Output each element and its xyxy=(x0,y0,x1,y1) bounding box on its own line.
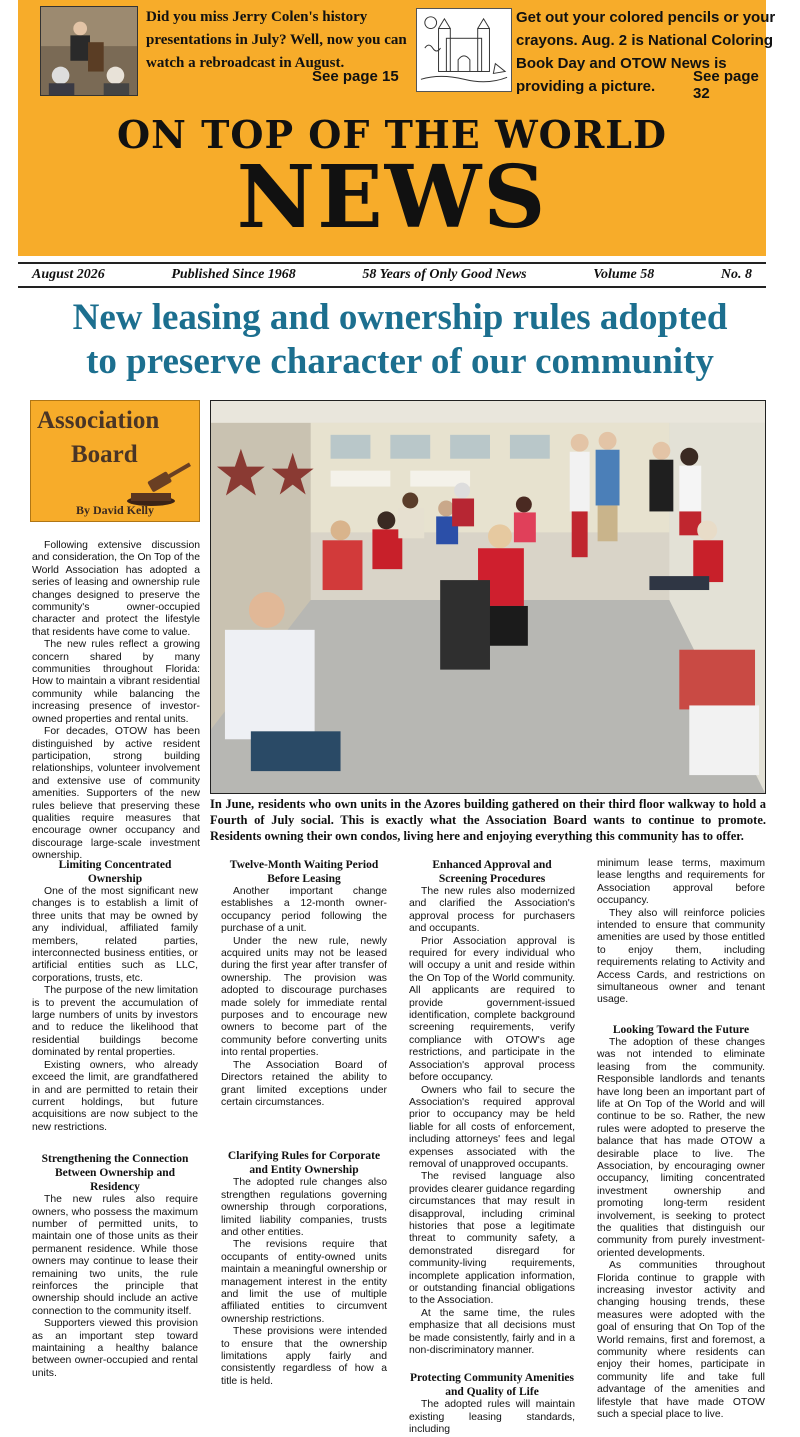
coloring-picture-thumbnail[interactable] xyxy=(416,8,512,92)
paragraph: The Association Board of Directors retained the ability to grant limited exceptions under certain circumstances. xyxy=(221,1059,387,1108)
paragraph: As communities throughout Florida continue to grapple with increasing investor activity and changing housing trends, these measures were adopted with the goal of ensuring that On Top of the World remains, first and foremost, a community where residents can enjoy their homes, participate in community life and take full advantage of the amenities and lifestyle that have made OTOW such a special place to live. xyxy=(597,1260,765,1421)
lead-headline xyxy=(10,296,790,384)
promo-left-text: Did you miss Jerry Colen's history presentations in July? Well, now you can watch a rebroadcast in August. xyxy=(146,9,407,71)
subhead: Clarifying Rules for Corporate and Entity Ownership xyxy=(227,1150,381,1177)
volume: Volume 58 xyxy=(593,267,655,282)
column-logo-word1: Association xyxy=(37,407,160,434)
article-column-2 xyxy=(221,858,387,1388)
subhead: Twelve-Month Waiting Period Before Leasing xyxy=(229,859,379,885)
promo-right-text: Get out your colored pencils or your crayons. Aug. 2 is National Coloring Book Day and OTOW News is providing a picture. xyxy=(516,9,776,95)
paragraph: Existing owners, who already exceed the limit, are grandfathered in and are permitted to retain their current holdings, but future acquisitions are now subject to the new restrictions. xyxy=(32,1059,198,1133)
paragraph: These provisions were intended to ensure that the ownership limitations apply fairly and consistently regardless of how a title is held. xyxy=(221,1326,387,1387)
article-column-1 xyxy=(32,858,198,1380)
headline-line1: New leasing and ownership rules adopted xyxy=(72,297,728,338)
article-column-3 xyxy=(409,858,575,1437)
paragraph: Prior Association approval is required for every individual who will occupy a unit and reside within the On Top of the World community. All applicants are required to provide government-issued identification, complete background screening requirements, verify compliance with OTOW's age restrictions, and participate in the Association's approval process before occupancy. xyxy=(409,935,575,1084)
paragraph: The new rules reflect a growing concern shared by many communities throughout Florida: How to maintain a vibrant residential community while balancing the increasing presence of investor-owned properties and rental units. xyxy=(32,639,200,725)
masthead-title-line1: ON TOP OF THE WORLD xyxy=(117,112,667,157)
masthead xyxy=(18,0,776,256)
column-byline: By David Kelly xyxy=(75,503,154,517)
article-intro xyxy=(32,540,200,863)
paragraph: The purpose of the new limitation is to prevent the accumulation of large numbers of units by investors and to reduce the likelihood that residential buildings become dominated by rental properties. xyxy=(32,985,198,1059)
subhead: Looking Toward the Future xyxy=(612,1023,750,1036)
subhead: Limiting Concentrated Ownership xyxy=(58,859,172,885)
photo-caption: In June, residents who own units in the Azores building gathered on their third floor walkway to hold a Fourth of July social. This is exactly what the Association Board wants to continue to promote. Residents owning their own condos, living here and enjoying everything this community has to offer. xyxy=(210,797,766,843)
paragraph: One of the most significant new changes is to establish a limit of three units that may be owned by any individual, affiliated family members, related parties, interconnected business entities, or artificial entities such as LLC, corporations, trusts, etc. xyxy=(32,886,198,984)
masthead-title-news: NEWS xyxy=(236,147,548,248)
paragraph: Supporters viewed this provision as an important step toward maintaining a healthy balance between owner-occupied and rental units. xyxy=(32,1318,198,1379)
promo-left-see-page[interactable]: See page 15 xyxy=(312,68,399,85)
paragraph: The revised language also provides clearer guidance regarding circumstances that may result in disapproval, including criminal histories that pose a legitimate threat to community safety, a demonstrated disregard for community-living requirements, incomplete application information, or outstanding financial obligations to the Association. xyxy=(409,1171,575,1307)
paragraph: Under the new rule, newly acquired units may not be leased during the first year after transfer of ownership. The provision was adopted to discourage purchases made solely for immediate rental purposes and to encourage new owners to become part of the community before converting units into rental properties. xyxy=(221,935,387,1059)
paragraph: minimum lease terms, maximum lease lengths and requirements for Association approval before occupancy. xyxy=(597,858,765,907)
gavel-icon xyxy=(125,467,195,507)
article-column-4 xyxy=(597,858,765,1421)
speaker-photo[interactable] xyxy=(40,6,138,96)
subhead: Protecting Community Amenities and Quality of Life xyxy=(410,1372,574,1399)
subhead: Enhanced Approval and Screening Procedures xyxy=(432,859,552,885)
paragraph: The new rules also modernized and clarified the Association's approval process for purchasers and occupants. xyxy=(409,886,575,935)
paragraph: The adopted rules will maintain existing leasing standards, including xyxy=(409,1399,575,1436)
paragraph: The revisions require that occupants of entity-owned units maintain a meaningful ownership or management interest in the entity and limit the use of multiple affiliated entities to circumvent ownership restrictions. xyxy=(221,1239,387,1325)
headline-line2: to preserve character of our community xyxy=(86,341,714,382)
paragraph: The adopted rule changes also strengthen regulations governing ownership through corporations, limited liability companies, trusts and other entities. xyxy=(221,1177,387,1238)
paragraph: At the same time, the rules emphasize that all decisions must be made consistently, fairly and in a non-discriminatory manner. xyxy=(409,1307,575,1357)
issue-date: August 2026 xyxy=(32,267,105,282)
paragraph: For decades, OTOW has been distinguished by active resident participation, strong building relationships, volunteer involvement and extensive use of community amenities. Supporters of the new rules believe that preserving these qualities require measures that encourage owner occupancy and discourage large-scale investment ownership. xyxy=(32,726,200,862)
paragraph: Owners who fail to secure the Association's required approval prior to occupancy may be held liable for all costs of enforcement, including attorneys' fees and legal expenses associated with the removal of unapproved occupants. xyxy=(409,1084,575,1170)
paragraph: Following extensive discussion and consideration, the On Top of the World Association has adopted a series of leasing and ownership rule changes designed to preserve the community's owner-occupied character and protect the lifestyle that residents have come to value. xyxy=(32,540,200,638)
residents-social-photo[interactable] xyxy=(210,400,766,794)
slogan: 58 Years of Only Good News xyxy=(362,267,527,282)
issue-number: No. 8 xyxy=(720,267,752,282)
paragraph: The new rules also require owners, who possess the maximum number of permitted units, to maintain one of those units as their permanent residence. While those owners may continue to lease their remaining two units, the rule reinforces the principle that ownership should include an active connection to the community itself. xyxy=(32,1194,198,1317)
column-logo-word2: Board xyxy=(71,441,138,468)
promo-right-see-page[interactable]: See page 32 xyxy=(693,68,759,102)
association-board-column-logo xyxy=(30,400,200,522)
published-since: Published Since 1968 xyxy=(171,267,296,282)
paragraph: The adoption of these changes was not intended to eliminate leasing from the community. Responsible landlords and tenants have long been an important part of life at On Top of the World and will continue to be so. Rather, the new rules were adopted to preserve the balance that has made OTOW a desirable place to live. The Association, by encouraging owner occupancy, limiting concentrated investment ownership and promoting long-term resident involvement, is seeking to protect the qualities that distinguish our community from purely investment-oriented developments. xyxy=(597,1036,765,1259)
paragraph: Another important change establishes a 12-month owner-occupancy period following the purchase of a unit. xyxy=(221,886,387,935)
subhead: Strengthening the Connection Between Ownership and Residency xyxy=(41,1153,189,1194)
paragraph: They also will reinforce policies intended to ensure that community amenities are used by those entitled to enjoy them, including requirements relating to Activity and Access Cards, and restrictions on simultaneous owner and tenant usage. xyxy=(597,907,765,1006)
dateline xyxy=(18,262,766,288)
